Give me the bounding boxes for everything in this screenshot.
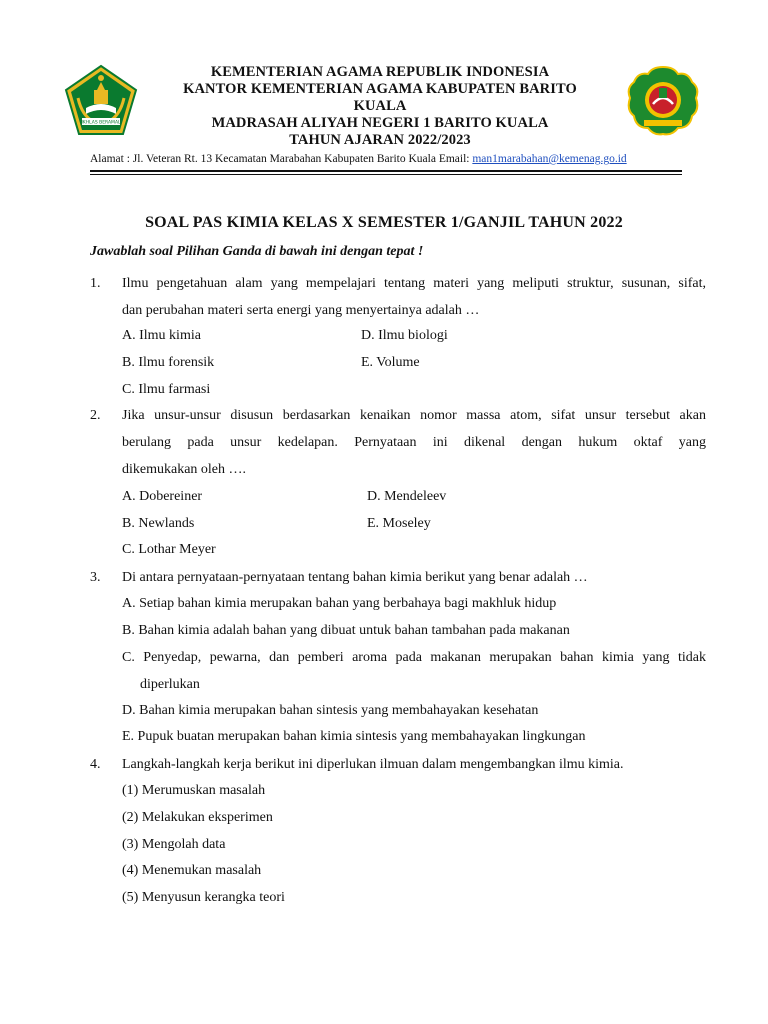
header-rule-thin xyxy=(90,174,682,175)
institution-heading xyxy=(160,64,600,149)
option-e: E. Pupuk buatan merupakan bahan kimia sintesis yang membahayakan lingkungan xyxy=(122,729,586,744)
step-item: (4) Menemukan masalah xyxy=(122,863,262,878)
office-name-cont: KUALA xyxy=(353,98,407,114)
option-e: E. Moseley xyxy=(367,516,431,531)
ministry-name: KEMENTERIAN AGAMA REPUBLIK INDONESIA xyxy=(210,64,550,80)
academic-year: TAHUN AJARAN 2022/2023 xyxy=(289,132,471,148)
step-item: (1) Merumuskan masalah xyxy=(122,783,266,798)
option-b: B. Ilmu forensik xyxy=(122,355,215,370)
option-d: D. Ilmu biologi xyxy=(361,328,448,343)
option-c: C. Penyedap, pewarna, dan pemberi aroma pada makanan merupakan bahan kimia yang tidak xyxy=(122,650,706,665)
option-d: D. Bahan kimia merupakan bahan sintesis yang membahayakan kesehatan xyxy=(122,703,539,718)
question-text-line: dikemukakan oleh …. xyxy=(122,462,247,477)
question-number: 4. xyxy=(90,757,101,772)
question-text-line: dan perubahan materi serta energi yang menyertainya adalah … xyxy=(122,303,480,318)
logo-left-banner: IKHLAS BERAMAL xyxy=(81,120,121,126)
option-c: C. Ilmu farmasi xyxy=(122,382,211,397)
question-number: 2. xyxy=(90,408,101,423)
option-d: D. Mendeleev xyxy=(367,489,447,504)
office-name: KANTOR KEMENTERIAN AGAMA KABUPATEN BARITO xyxy=(183,81,577,97)
option-a: A. Ilmu kimia xyxy=(122,328,201,343)
option-c-cont: diperlukan xyxy=(140,677,200,692)
step-item: (3) Mengolah data xyxy=(122,837,226,852)
kemenag-logo-icon xyxy=(64,64,138,138)
header-rule-thick xyxy=(90,170,682,172)
option-a: A. Dobereiner xyxy=(122,489,203,504)
question-text-line: berulang pada unsur kedelapan. Pernyataan ini dikenal dengan hukum oktaf yang xyxy=(122,435,706,450)
school-address xyxy=(90,153,690,165)
email-link[interactable]: man1marabahan@kemenag.go.id xyxy=(472,153,627,165)
letterhead xyxy=(0,0,768,180)
question-text-line: Di antara pernyataan-pernyataan tentang bahan kimia berikut yang benar adalah … xyxy=(122,570,588,585)
step-item: (5) Menyusun kerangka teori xyxy=(122,890,285,905)
option-b: B. Bahan kimia adalah bahan yang dibuat untuk bahan tambahan pada makanan xyxy=(122,623,570,638)
exam-title: SOAL PAS KIMIA KELAS X SEMESTER 1/GANJIL TAHUN 2022 xyxy=(145,214,623,231)
address-text: Alamat : Jl. Veteran Rt. 13 Kecamatan Marabahan Kabupaten Barito Kuala Email: xyxy=(90,153,473,165)
question-text-line: Jika unsur-unsur disusun berdasarkan kenaikan nomor massa atom, sifat unsur tersebut akan xyxy=(122,408,706,423)
school-name: MADRASAH ALIYAH NEGERI 1 BARITO KUALA xyxy=(211,115,549,131)
option-c: C. Lothar Meyer xyxy=(122,542,216,557)
step-item: (2) Melakukan eksperimen xyxy=(122,810,273,825)
question-number: 1. xyxy=(90,276,101,291)
question-number: 3. xyxy=(90,570,101,585)
option-e: E. Volume xyxy=(361,355,420,370)
exam-instruction: Jawablah soal Pilihan Ganda di bawah ini dengan tepat ! xyxy=(90,244,424,259)
question-text-line: Langkah-langkah kerja berikut ini diperlukan ilmuan dalam mengembangkan ilmu kimia. xyxy=(122,757,624,772)
school-emblem-icon xyxy=(626,64,700,138)
option-b: B. Newlands xyxy=(122,516,195,531)
option-a: A. Setiap bahan kimia merupakan bahan yang berbahaya bagi makhluk hidup xyxy=(122,596,557,611)
question-text-line: Ilmu pengetahuan alam yang mempelajari tentang materi yang meliputi struktur, susunan, sifat, xyxy=(122,276,706,291)
